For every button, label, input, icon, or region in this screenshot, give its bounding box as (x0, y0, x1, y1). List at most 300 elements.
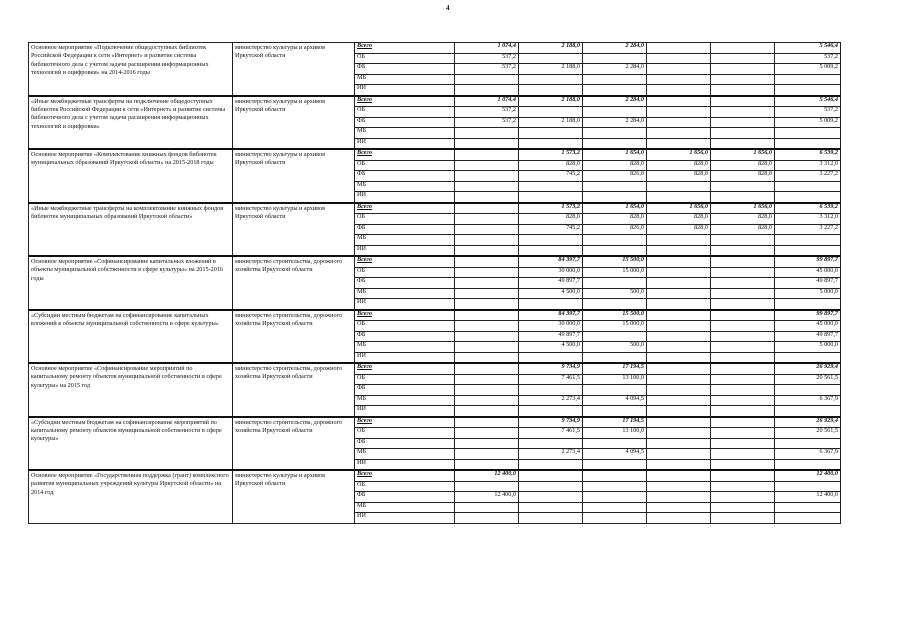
amount-cell (455, 385, 519, 396)
funding-source: ОБ (355, 428, 455, 439)
total-amount-cell: 5 000,0 (775, 288, 841, 299)
amount-cell (647, 74, 711, 85)
table-body (29, 43, 841, 524)
funding-source: МБ (355, 74, 455, 85)
funding-source: МБ (355, 235, 455, 246)
amount-cell (455, 138, 519, 149)
funding-source: ОБ (355, 53, 455, 64)
amount-cell (647, 502, 711, 513)
amount-cell: 9 734,9 (519, 363, 583, 374)
amount-cell: 4 500,0 (519, 288, 583, 299)
funding-source: МБ (355, 395, 455, 406)
amount-cell (519, 192, 583, 203)
activity-name: Основное мероприятие «Софинансирование капитальных вложений в объекты муниципальной собственности в сфере культуры» на 2015-2016 годы (29, 256, 233, 310)
funding-source: ФБ (355, 278, 455, 289)
amount-cell (711, 331, 775, 342)
total-amount-cell: 26 929,4 (775, 363, 841, 374)
funding-source: ФБ (355, 224, 455, 235)
amount-cell: 13 100,0 (583, 374, 647, 385)
amount-cell (519, 481, 583, 492)
responsible-executor: министерство строительства, дорожного хозяйства Иркутской области (233, 310, 355, 364)
table-row (29, 43, 841, 54)
amount-cell (647, 331, 711, 342)
amount-cell (647, 417, 711, 428)
total-amount-cell (775, 181, 841, 192)
amount-cell (711, 96, 775, 107)
amount-cell (455, 299, 519, 310)
amount-cell (711, 128, 775, 139)
funding-source: ФБ (355, 171, 455, 182)
amount-cell (583, 481, 647, 492)
amount-cell: 537,2 (455, 107, 519, 118)
total-amount-cell (775, 459, 841, 470)
funding-source: ФБ (355, 331, 455, 342)
amount-cell: 1 573,2 (519, 149, 583, 160)
amount-cell (455, 192, 519, 203)
amount-cell (455, 278, 519, 289)
funding-source: ИИ (355, 299, 455, 310)
amount-cell: 2 188,0 (519, 43, 583, 54)
amount-cell: 1 656,0 (711, 203, 775, 214)
amount-cell (647, 449, 711, 460)
funding-table (28, 42, 841, 524)
amount-cell (583, 181, 647, 192)
total-amount-cell: 12 400,0 (775, 492, 841, 503)
amount-cell (647, 107, 711, 118)
amount-cell: 828,0 (711, 214, 775, 225)
funding-source: ОБ (355, 214, 455, 225)
amount-cell (455, 321, 519, 332)
table-row (29, 203, 841, 214)
activity-name: Основное мероприятие «Государственная поддержка (грант) комплексного развития муниципальных учреждений культуры Иркутской области» на 2014 год (29, 470, 233, 523)
total-amount-cell: 6 367,9 (775, 449, 841, 460)
funding-source: ФБ (355, 492, 455, 503)
page-number: 4 (446, 4, 450, 12)
amount-cell: 1 074,4 (455, 43, 519, 54)
amount-cell (583, 53, 647, 64)
amount-cell: 12 400,0 (455, 492, 519, 503)
amount-cell: 1 656,0 (647, 149, 711, 160)
funding-source: ОБ (355, 321, 455, 332)
amount-cell (711, 64, 775, 75)
total-amount-cell (775, 352, 841, 363)
amount-cell (583, 331, 647, 342)
amount-cell: 4 094,5 (583, 395, 647, 406)
total-amount-cell: 45 000,0 (775, 267, 841, 278)
funding-source: ОБ (355, 374, 455, 385)
amount-cell (519, 181, 583, 192)
amount-cell: 12 400,0 (455, 470, 519, 481)
funding-source: Всего (355, 96, 455, 107)
amount-cell: 15 500,0 (583, 310, 647, 321)
total-amount-cell: 99 897,7 (775, 256, 841, 267)
amount-cell (455, 256, 519, 267)
amount-cell: 500,0 (583, 342, 647, 353)
funding-source: ОБ (355, 267, 455, 278)
amount-cell: 500,0 (583, 288, 647, 299)
amount-cell (711, 481, 775, 492)
amount-cell (647, 117, 711, 128)
total-amount-cell (775, 385, 841, 396)
total-amount-cell: 3 227,2 (775, 224, 841, 235)
amount-cell (711, 342, 775, 353)
funding-source: ИИ (355, 459, 455, 470)
amount-cell (455, 428, 519, 439)
amount-cell (711, 235, 775, 246)
amount-cell: 2 188,0 (519, 64, 583, 75)
amount-cell: 17 194,5 (583, 363, 647, 374)
table-row (29, 256, 841, 267)
amount-cell (647, 374, 711, 385)
amount-cell: 828,0 (711, 160, 775, 171)
amount-cell (583, 299, 647, 310)
total-amount-cell: 537,2 (775, 53, 841, 64)
amount-cell (711, 513, 775, 524)
amount-cell (455, 438, 519, 449)
amount-cell (455, 288, 519, 299)
amount-cell (711, 278, 775, 289)
table-row (29, 310, 841, 321)
activity-name: «Иные межбюджетные трансферты на комплектование книжных фондов библиотек муниципальных образований Иркутской области» (29, 203, 233, 257)
amount-cell (711, 492, 775, 503)
amount-cell: 15 000,0 (583, 267, 647, 278)
amount-cell (711, 406, 775, 417)
total-amount-cell: 12 400,0 (775, 470, 841, 481)
amount-cell (647, 438, 711, 449)
amount-cell (455, 203, 519, 214)
amount-cell: 2 188,0 (519, 96, 583, 107)
amount-cell (519, 438, 583, 449)
amount-cell (455, 502, 519, 513)
amount-cell (455, 513, 519, 524)
amount-cell (647, 363, 711, 374)
total-amount-cell: 6 367,9 (775, 395, 841, 406)
amount-cell (647, 128, 711, 139)
responsible-executor: министерство строительства, дорожного хозяйства Иркутской области (233, 363, 355, 417)
amount-cell (583, 459, 647, 470)
funding-source: ОБ (355, 160, 455, 171)
amount-cell (711, 385, 775, 396)
amount-cell (647, 428, 711, 439)
total-amount-cell: 99 897,7 (775, 310, 841, 321)
amount-cell: 828,0 (519, 214, 583, 225)
total-amount-cell: 537,2 (775, 107, 841, 118)
amount-cell (583, 513, 647, 524)
amount-cell (711, 43, 775, 54)
amount-cell (647, 481, 711, 492)
amount-cell (711, 502, 775, 513)
amount-cell (583, 85, 647, 96)
amount-cell: 745,2 (519, 171, 583, 182)
total-amount-cell (775, 85, 841, 96)
amount-cell (647, 278, 711, 289)
responsible-executor: министерство культуры и архивов Иркутской области (233, 149, 355, 203)
amount-cell: 7 461,5 (519, 428, 583, 439)
responsible-executor: министерство культуры и архивов Иркутской области (233, 43, 355, 96)
amount-cell: 1 656,0 (647, 203, 711, 214)
funding-source: Всего (355, 256, 455, 267)
amount-cell (711, 117, 775, 128)
total-amount-cell: 20 561,5 (775, 428, 841, 439)
amount-cell (519, 406, 583, 417)
amount-cell (455, 85, 519, 96)
responsible-executor: министерство строительства, дорожного хозяйства Иркутской области (233, 417, 355, 471)
total-amount-cell: 5 546,4 (775, 43, 841, 54)
table-row (29, 149, 841, 160)
amount-cell (455, 363, 519, 374)
amount-cell (455, 74, 519, 85)
amount-cell: 17 194,5 (583, 417, 647, 428)
table-row (29, 96, 841, 107)
total-amount-cell: 3 312,0 (775, 160, 841, 171)
amount-cell (455, 417, 519, 428)
amount-cell: 49 897,7 (519, 331, 583, 342)
amount-cell: 2 188,0 (519, 117, 583, 128)
funding-source: ФБ (355, 385, 455, 396)
amount-cell (583, 385, 647, 396)
amount-cell (647, 85, 711, 96)
amount-cell (711, 256, 775, 267)
funding-source: Всего (355, 310, 455, 321)
amount-cell (647, 256, 711, 267)
amount-cell (455, 449, 519, 460)
activity-name: «Субсидии местным бюджетам на софинансирование капитальных вложений в объекты муниципальной собственности в сфере культуры» (29, 310, 233, 364)
amount-cell (583, 492, 647, 503)
activity-name: Основное мероприятие «Софинансирование мероприятий по капитальному ремонту объектов муниципальной собственности в сфере культуры» на 2015 год (29, 363, 233, 417)
amount-cell (647, 492, 711, 503)
amount-cell (647, 181, 711, 192)
amount-cell: 828,0 (647, 171, 711, 182)
amount-cell (519, 299, 583, 310)
amount-cell (647, 352, 711, 363)
amount-cell: 49 897,7 (519, 278, 583, 289)
funding-source: МБ (355, 128, 455, 139)
amount-cell (455, 481, 519, 492)
amount-cell: 2 273,4 (519, 395, 583, 406)
responsible-executor: министерство культуры и архивов Иркутской области (233, 203, 355, 257)
total-amount-cell: 20 561,5 (775, 374, 841, 385)
amount-cell: 828,0 (647, 224, 711, 235)
total-amount-cell (775, 406, 841, 417)
activity-name: «Субсидии местным бюджетам на софинансирование мероприятий по капитальному ремонту объектов муниципальной собственности в сфере культуры» (29, 417, 233, 471)
amount-cell (647, 96, 711, 107)
amount-cell (455, 352, 519, 363)
amount-cell (647, 235, 711, 246)
amount-cell (455, 267, 519, 278)
funding-source: Всего (355, 417, 455, 428)
amount-cell (711, 352, 775, 363)
amount-cell (711, 374, 775, 385)
amount-cell (711, 449, 775, 460)
amount-cell (455, 224, 519, 235)
amount-cell (519, 513, 583, 524)
funding-source: ИИ (355, 352, 455, 363)
amount-cell (647, 138, 711, 149)
amount-cell (583, 352, 647, 363)
amount-cell: 828,0 (519, 160, 583, 171)
total-amount-cell: 3 312,0 (775, 214, 841, 225)
amount-cell (711, 85, 775, 96)
funding-source: МБ (355, 342, 455, 353)
amount-cell: 537,2 (455, 117, 519, 128)
amount-cell: 2 284,0 (583, 117, 647, 128)
amount-cell: 826,0 (583, 171, 647, 182)
amount-cell (455, 406, 519, 417)
amount-cell (455, 459, 519, 470)
amount-cell (455, 245, 519, 256)
funding-source: Всего (355, 363, 455, 374)
funding-source: ИИ (355, 245, 455, 256)
amount-cell (711, 299, 775, 310)
funding-source: МБ (355, 502, 455, 513)
total-amount-cell (775, 245, 841, 256)
amount-cell: 537,2 (455, 53, 519, 64)
amount-cell (647, 64, 711, 75)
amount-cell: 30 000,0 (519, 267, 583, 278)
amount-cell (647, 288, 711, 299)
amount-cell: 1 654,0 (583, 203, 647, 214)
amount-cell (711, 395, 775, 406)
amount-cell (647, 406, 711, 417)
activity-name: Основное мероприятие «Комплектование книжных фондов библиотек муниципальных образований Иркутской области» на 2015-2018 годы (29, 149, 233, 203)
amount-cell (519, 235, 583, 246)
amount-cell: 15 500,0 (583, 256, 647, 267)
amount-cell (455, 160, 519, 171)
amount-cell: 7 461,5 (519, 374, 583, 385)
total-amount-cell: 5 000,0 (775, 342, 841, 353)
amount-cell (711, 310, 775, 321)
amount-cell: 13 100,0 (583, 428, 647, 439)
total-amount-cell (775, 438, 841, 449)
amount-cell (583, 107, 647, 118)
amount-cell (519, 459, 583, 470)
total-amount-cell: 6 539,2 (775, 149, 841, 160)
amount-cell (519, 470, 583, 481)
responsible-executor: министерство культуры и архивов Иркутской области (233, 470, 355, 523)
amount-cell (711, 459, 775, 470)
total-amount-cell: 5 009,2 (775, 117, 841, 128)
amount-cell (647, 53, 711, 64)
amount-cell (519, 85, 583, 96)
funding-source: ФБ (355, 117, 455, 128)
amount-cell (519, 502, 583, 513)
amount-cell (455, 149, 519, 160)
amount-cell: 828,0 (647, 160, 711, 171)
amount-cell (583, 502, 647, 513)
amount-cell (711, 470, 775, 481)
amount-cell (519, 138, 583, 149)
amount-cell (711, 417, 775, 428)
total-amount-cell (775, 299, 841, 310)
funding-source: ИИ (355, 138, 455, 149)
amount-cell (583, 74, 647, 85)
amount-cell (711, 288, 775, 299)
amount-cell (519, 352, 583, 363)
amount-cell (647, 470, 711, 481)
amount-cell (647, 245, 711, 256)
amount-cell: 537,2 (455, 64, 519, 75)
amount-cell (455, 374, 519, 385)
amount-cell (583, 235, 647, 246)
amount-cell (455, 331, 519, 342)
amount-cell: 4 094,5 (583, 449, 647, 460)
amount-cell (647, 459, 711, 470)
amount-cell: 84 397,7 (519, 310, 583, 321)
responsible-executor: министерство строительства, дорожного хозяйства Иркутской области (233, 256, 355, 310)
amount-cell: 2 284,0 (583, 96, 647, 107)
total-amount-cell (775, 128, 841, 139)
amount-cell (519, 53, 583, 64)
total-amount-cell (775, 192, 841, 203)
amount-cell (647, 43, 711, 54)
amount-cell (519, 245, 583, 256)
total-amount-cell (775, 513, 841, 524)
total-amount-cell (775, 235, 841, 246)
table-row (29, 470, 841, 481)
amount-cell (711, 267, 775, 278)
amount-cell (647, 321, 711, 332)
amount-cell (711, 192, 775, 203)
amount-cell (583, 470, 647, 481)
amount-cell: 828,0 (583, 160, 647, 171)
amount-cell: 2 284,0 (583, 43, 647, 54)
amount-cell (455, 171, 519, 182)
amount-cell (711, 53, 775, 64)
amount-cell (647, 385, 711, 396)
funding-source: ИИ (355, 513, 455, 524)
amount-cell: 84 397,7 (519, 256, 583, 267)
amount-cell (647, 310, 711, 321)
amount-cell: 9 734,9 (519, 417, 583, 428)
amount-cell (519, 492, 583, 503)
amount-cell: 828,0 (647, 214, 711, 225)
amount-cell (455, 128, 519, 139)
amount-cell (519, 107, 583, 118)
amount-cell: 828,0 (711, 171, 775, 182)
funding-source: Всего (355, 203, 455, 214)
total-amount-cell: 49 897,7 (775, 331, 841, 342)
amount-cell (647, 299, 711, 310)
amount-cell (711, 181, 775, 192)
amount-cell: 745,2 (519, 224, 583, 235)
amount-cell (711, 438, 775, 449)
table-row (29, 363, 841, 374)
funding-source: Всего (355, 470, 455, 481)
funding-source: ФБ (355, 438, 455, 449)
amount-cell: 30 000,0 (519, 321, 583, 332)
amount-cell (711, 363, 775, 374)
total-amount-cell (775, 481, 841, 492)
amount-cell (583, 192, 647, 203)
amount-cell (583, 138, 647, 149)
amount-cell (583, 128, 647, 139)
amount-cell (519, 74, 583, 85)
amount-cell: 2 273,4 (519, 449, 583, 460)
amount-cell (519, 128, 583, 139)
funding-source: Всего (355, 43, 455, 54)
total-amount-cell: 26 929,4 (775, 417, 841, 428)
funding-source: ОБ (355, 107, 455, 118)
amount-cell (583, 245, 647, 256)
activity-name: Основное мероприятие «Подключение общедоступных библиотек Российской Федерации к сети «Интернет» и развитие системы библиотечного дела с учетом задачи расширения информационных технологий и оцифровки» на 2014-2016 годы (29, 43, 233, 96)
amount-cell: 1 656,0 (711, 149, 775, 160)
amount-cell: 2 284,0 (583, 64, 647, 75)
total-amount-cell (775, 502, 841, 513)
amount-cell (647, 513, 711, 524)
amount-cell (455, 235, 519, 246)
funding-source: Всего (355, 149, 455, 160)
responsible-executor: министерство культуры и архивов Иркутской области (233, 96, 355, 150)
